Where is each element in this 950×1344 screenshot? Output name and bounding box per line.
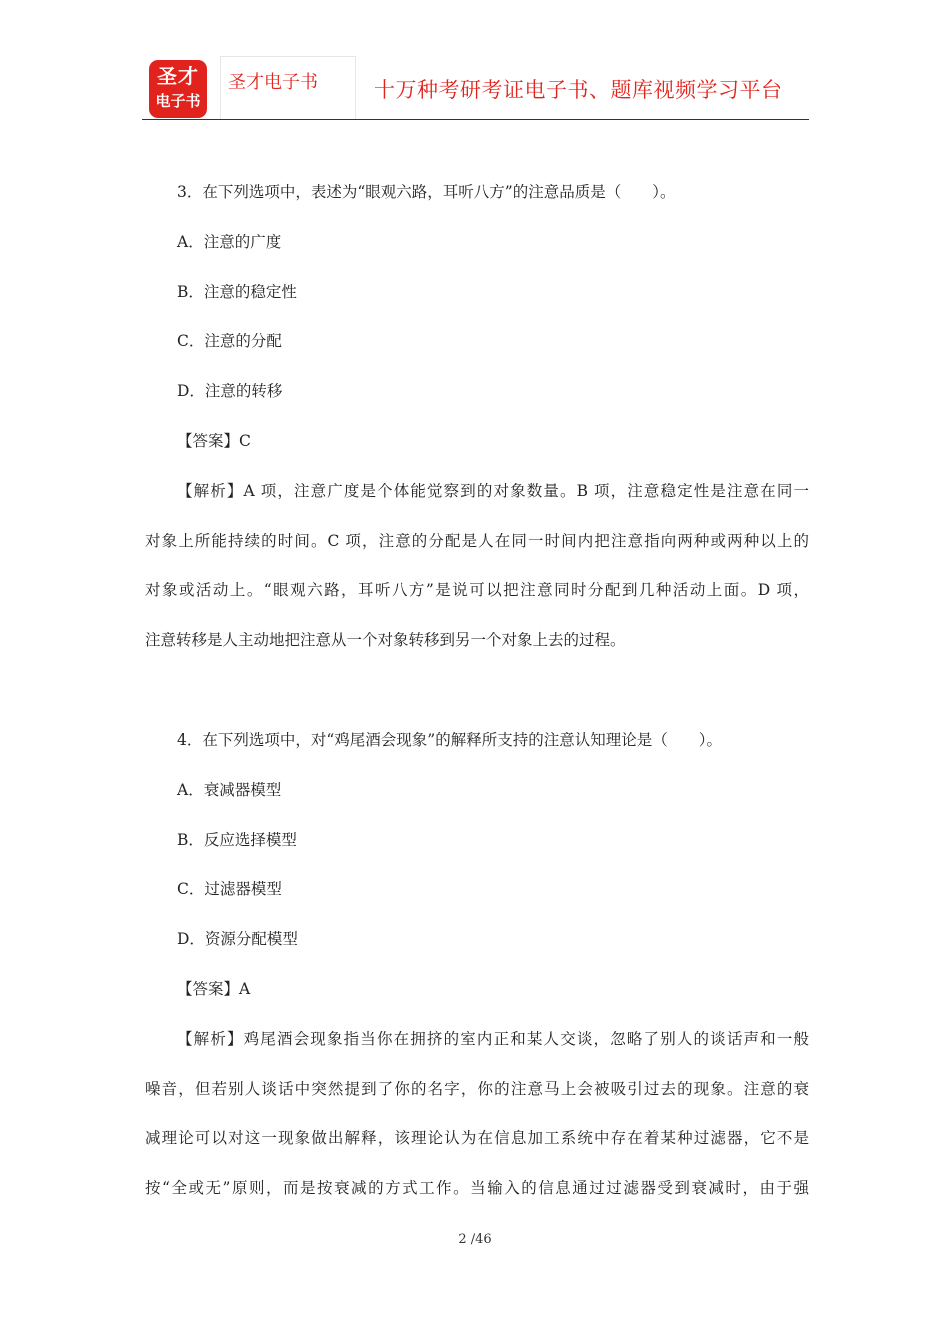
brand-logo [149,60,207,118]
q4-analysis-line: 噪音，但若别人谈话中突然提到了你的名字，你的注意马上会被吸引过去的现象。注意的衰 [145,1079,809,1098]
q3-option-d: D．注意的转移 [177,382,283,401]
q3-analysis-line: 注意转移是人主动地把注意从一个对象转移到另一个对象上去的过程。 [145,631,626,650]
q3-option-c: C．注意的分配 [177,332,282,351]
header-divider [142,119,809,120]
q4-option-b: B．反应选择模型 [177,830,297,849]
q3-stem: 3．在下列选项中，表述为“眼观六路，耳听八方”的注意品质是（ ）。 [177,183,676,201]
q3-option-b: B．注意的稳定性 [177,282,297,301]
q4-answer: 【答案】A [177,979,251,998]
q4-option-c: C．过滤器模型 [177,880,282,899]
q3-option-a: A．注意的广度 [177,232,282,251]
q4-analysis-line: 【解析】鸡尾酒会现象指当你在拥挤的室内正和某人交谈，忽略了别人的谈话声和一般 [177,1029,809,1048]
page-header [142,56,809,120]
logo-text-bottom: 电子书 [155,92,201,110]
q4-option-a: A．衰减器模型 [177,780,282,799]
q3-answer: 【答案】C [177,431,251,450]
q3-analysis-line: 对象或活动上。“眼观六路，耳听八方”是说可以把注意同时分配到几种活动上面。D 项， [145,581,809,600]
header-tagline: 十万种考研考证电子书、题库视频学习平台 [374,78,783,102]
q4-analysis-line: 按“全或无”原则，而是按衰减的方式工作。当输入的信息通过过滤器受到衰减时，由于强 [145,1179,809,1198]
logo-text-top: 圣才 [157,64,199,88]
q3-analysis-line: 对象上所能持续的时间。C 项，注意的分配是人在同一时间内把注意指向两种或两种以上的 [145,531,809,550]
brand-name: 圣才电子书 [228,72,318,93]
question-spacer [145,666,809,716]
q4-option-d: D．资源分配模型 [177,930,298,949]
document-body [145,168,809,1214]
q3-analysis-line: 【解析】A 项，注意广度是个体能觉察到的对象数量。B 项，注意稳定性是注意在同一 [177,481,809,500]
q4-stem: 4．在下列选项中，对“鸡尾酒会现象”的解释所支持的注意认知理论是（ ）。 [177,730,722,749]
page-number: 2 /46 [458,1232,492,1247]
q4-analysis-line: 减理论可以对这一现象做出解释，该理论认为在信息加工系统中存在着某种过滤器，它不是 [145,1129,809,1148]
